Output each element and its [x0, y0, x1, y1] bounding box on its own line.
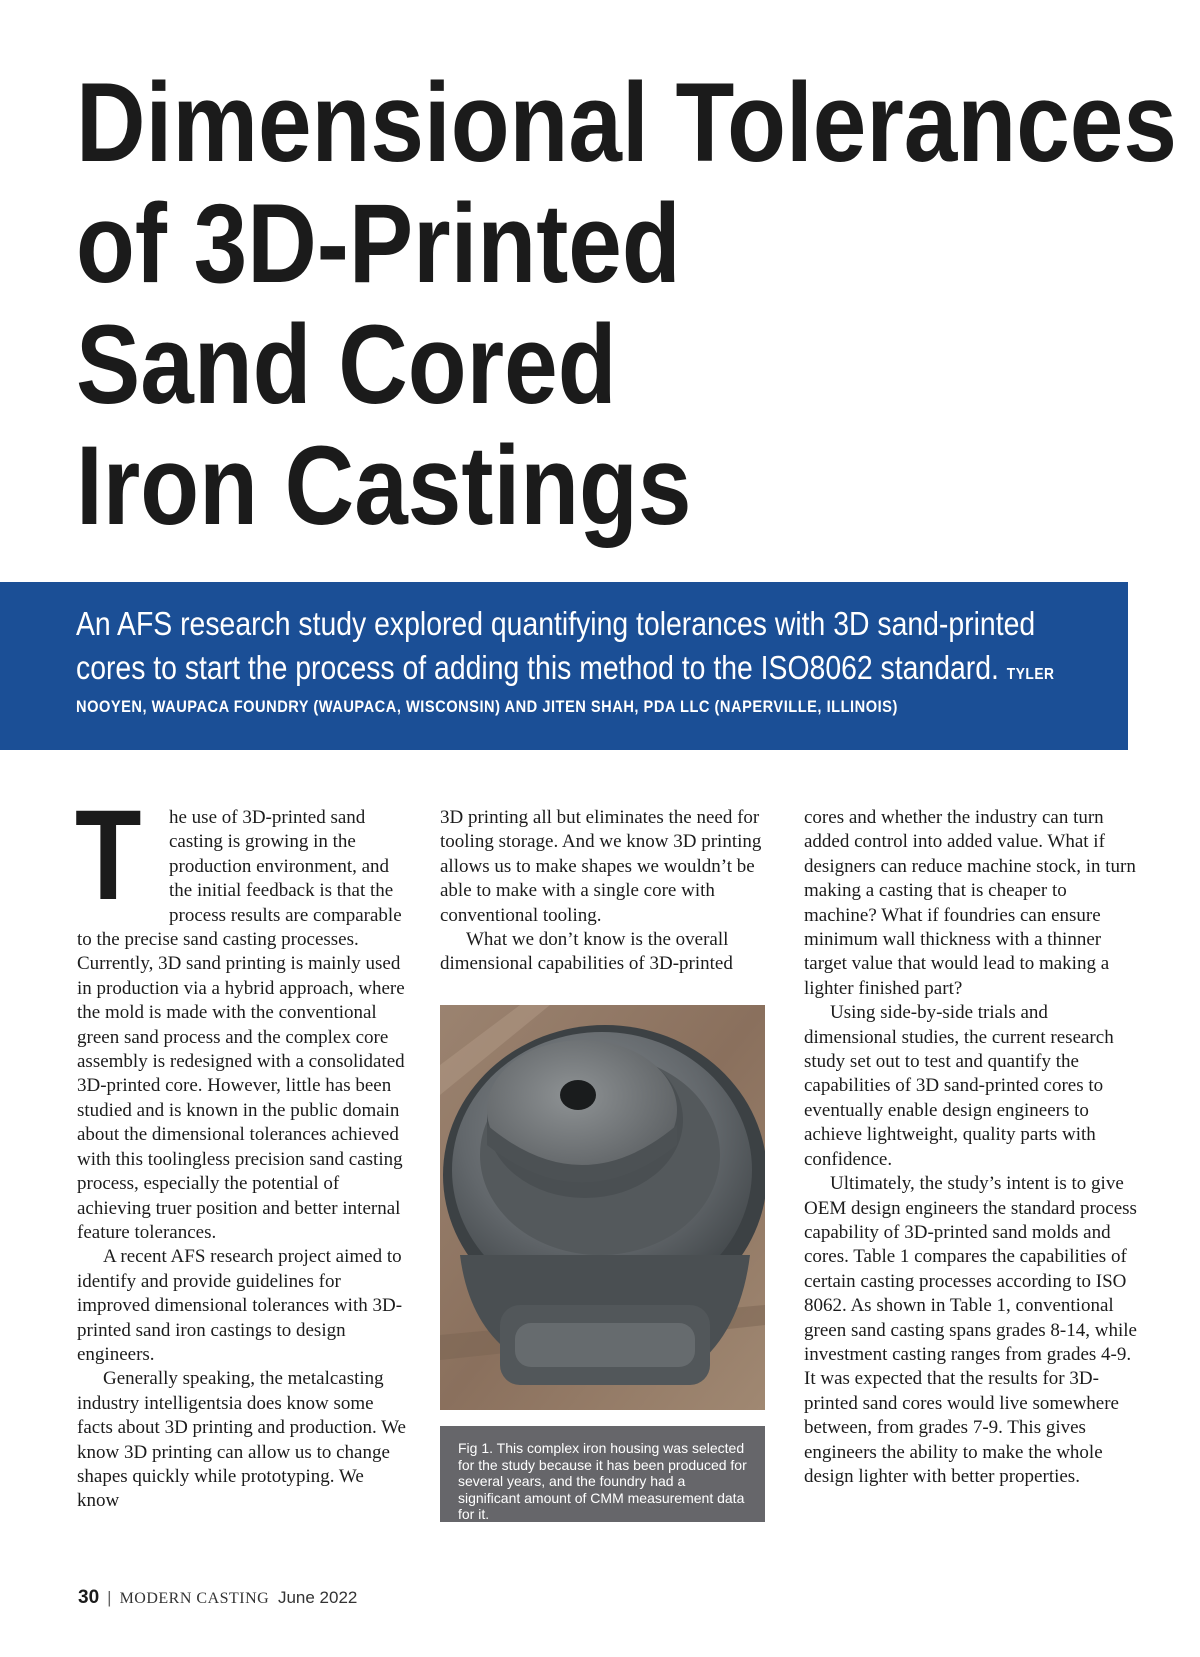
col2-paragraph-1: 3D printing all but eliminates the need for tooling storage. And we know 3D printing allows us to make shapes we wouldn’t be able to make with a single core with conventional tooling.	[440, 807, 762, 926]
page-number: 30	[78, 1587, 100, 1608]
col3-paragraph-2: Using side-by-side trials and dimensional studies, the current research study set out to test and quantify the capabilities of 3D sand-printed cores to eventually enable design engineers to achieve lightweight, quality parts with confidence.	[804, 1002, 1114, 1170]
article-title	[76, 60, 1177, 548]
magazine-name: MODERN CASTING	[119, 1590, 270, 1607]
issue-date: June 2022	[277, 1588, 358, 1607]
iron-housing-image	[440, 1005, 765, 1410]
column-1	[75, 784, 407, 1514]
col3-paragraph-1: cores and whether the industry can turn added control into added value. What if designers can reduce machine stock, in turn making a casting that is cheaper to machine? What if foundries can ensure minimum wall thickness with a thinner target value that would lead to making a lighter finished part?	[804, 807, 1136, 999]
title-line-3: Sand Cored	[76, 302, 617, 427]
col3-paragraph-3: Ultimately, the study’s intent is to give OEM design engineers the standard process capability of 3D-printed sand molds and cores. Table 1 compares the capabilities of certain casting processes according to ISO 8062. As shown in Table 1, conventional green sand casting spans grades 8-14, while investment casting ranges from grades 4-9. It was expected that the results for 3D-printed sand cores would live somewhere between, from grades 7-9. This gives engineers the ability to make the whole design lighter with better properties.	[804, 1173, 1137, 1487]
deck-text	[76, 602, 1055, 697]
col1-paragraph-2: A recent AFS research project aimed to identify and provide guidelines for improved dimensional tolerances with 3D-printed sand iron castings to design engineers.	[77, 1246, 403, 1365]
byline-start: TYLER	[1006, 666, 1055, 683]
title-line-2: of 3D-Printed	[76, 181, 681, 306]
byline: NOOYEN, WAUPACA FOUNDRY (WAUPACA, WISCONSIN) AND JITEN SHAH, PDA LLC (NAPERVILLE, ILLINOIS)	[76, 697, 898, 716]
title-line-4: Iron Castings	[76, 423, 692, 548]
col2-paragraph-2: What we don’t know is the overall dimensional capabilities of 3D-printed	[440, 929, 733, 975]
page-footer	[78, 1587, 357, 1609]
deck-line-1: An AFS research study explored quantifying tolerances with 3D sand-printed	[76, 605, 1036, 642]
col1-paragraph-1: he use of 3D-printed sand casting is growing in the production environment, and the initial feedback is that the process results are comparable to the precise sand casting processes. Currently, 3D sand printing is mainly used in production via a hybrid approach, where the mold is made with the conventional green sand process and the complex core assembly is redesigned with a consolidated 3D-printed core. However, little has been studied and is known in the public domain about the dimensional tolerances achieved with this toolingless precision sand casting process, especially the potential of achieving truer position and better internal feature tolerances.	[77, 807, 405, 1243]
title-line-1: Dimensional Tolerances	[76, 60, 1177, 185]
column-3	[804, 806, 1138, 1489]
footer-separator: |	[107, 1588, 112, 1607]
col1-paragraph-3: Generally speaking, the metalcasting industry intelligentsia does know some facts about 3D printing and production. We know 3D printing can allow us to change shapes quickly while prototyping. We know	[77, 1368, 406, 1512]
drop-cap: T	[75, 784, 142, 927]
deck-line-2: cores to start the process of adding this method to the ISO8062 standard.	[76, 649, 999, 686]
figure-iron-housing-photo	[440, 1005, 765, 1410]
figure-caption: Fig 1. This complex iron housing was selected for the study because it has been produced for several years, and the foundry had a significant amount of CMM measurement data for it.	[440, 1426, 765, 1522]
column-2	[440, 806, 766, 977]
